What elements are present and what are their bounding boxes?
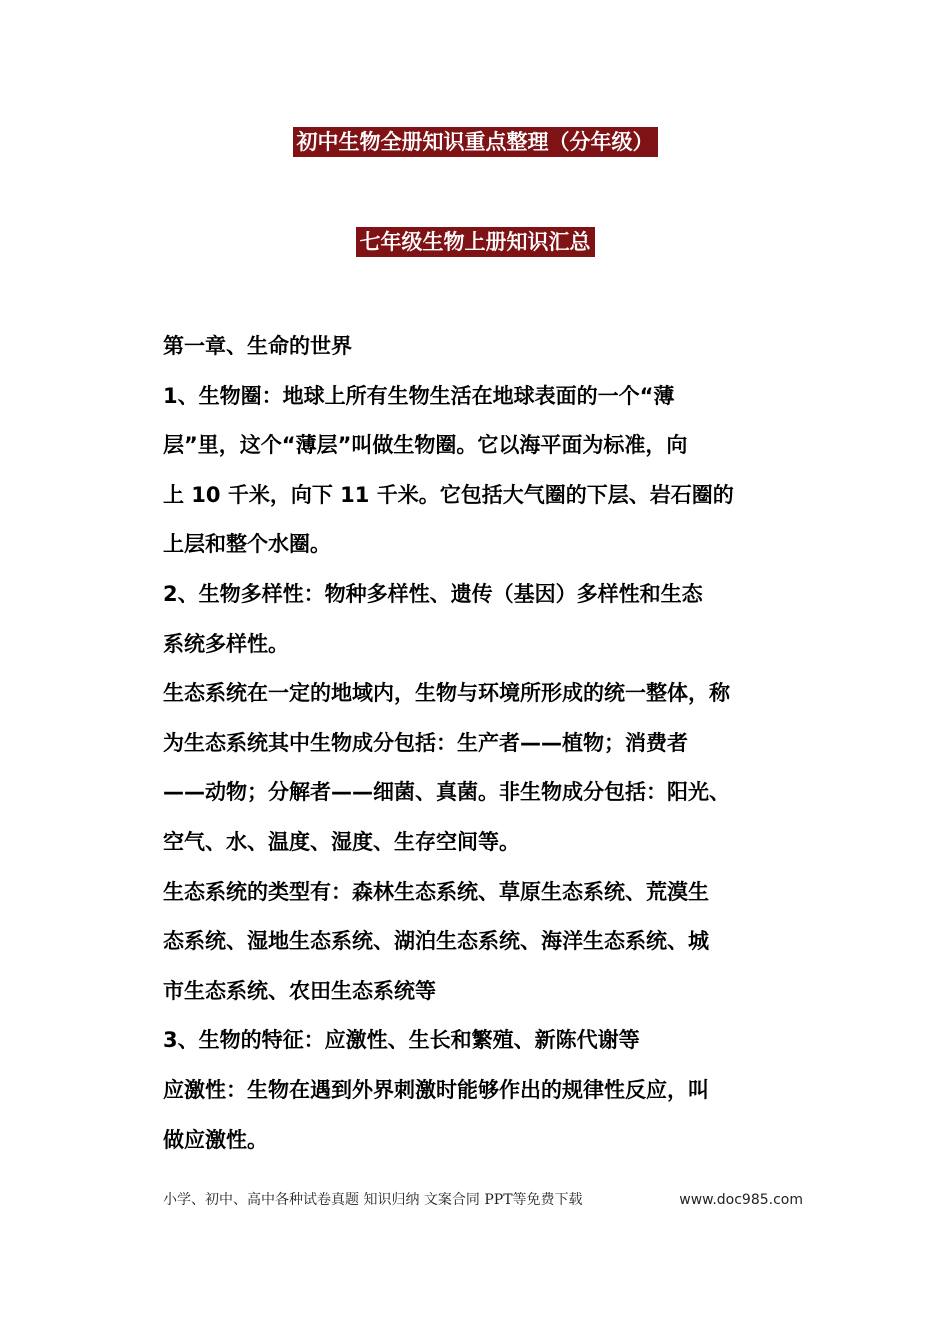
footer-url[interactable]: www.doc985.com [679,1192,803,1208]
body-line: 为生态系统其中生物成分包括：生产者——植物；消费者 [163,730,688,755]
subtitle-wrap [0,227,950,257]
body-line: 应激性：生物在遇到外界刺激时能够作出的规律性反应，叫 [163,1077,709,1102]
body-line: 做应激性。 [163,1127,268,1152]
body-line: 空气、水、温度、湿度、生存空间等。 [163,829,520,854]
body-line: ——动物；分解者——细菌、真菌。非生物成分包括：阳光、 [163,780,730,805]
body-line: 生态系统的类型有：森林生态系统、草原生态系统、荒漠生 [163,879,709,904]
chapter-heading: 第一章、生命的世界 [163,334,352,358]
document-title: 初中生物全册知识重点整理（分年级） [293,127,658,157]
body-line: 3、生物的特征：应激性、生长和繁殖、新陈代谢等 [163,1028,640,1053]
body-line: 1、生物圈：地球上所有生物生活在地球表面的一个“薄 [163,383,675,408]
body-line: 系统多样性。 [163,631,289,656]
body-line: 上 10 千米，向下 11 千米。它包括大气圈的下层、岩石圈的 [163,482,734,507]
footer-text: 小学、初中、高中各种试卷真题 知识归纳 文案合同 PPT等免费下载 [163,1192,583,1208]
body-line: 市生态系统、农田生态系统等 [163,978,436,1003]
page-footer [163,1190,803,1210]
body-line: 生态系统在一定的地域内，生物与环境所形成的统一整体，称 [163,681,730,706]
body-line: 层”里，这个“薄层”叫做生物圈。它以海平面为标准，向 [163,433,688,458]
body-line: 2、生物多样性：物种多样性、遗传（基因）多样性和生态 [163,581,703,606]
body-line: 上层和整个水圈。 [163,532,331,557]
document-subtitle: 七年级生物上册知识汇总 [356,227,595,257]
title-main-wrap [0,127,950,157]
body-line: 态系统、湿地生态系统、湖泊生态系统、海洋生态系统、城 [163,929,709,954]
document-body [163,322,793,1165]
